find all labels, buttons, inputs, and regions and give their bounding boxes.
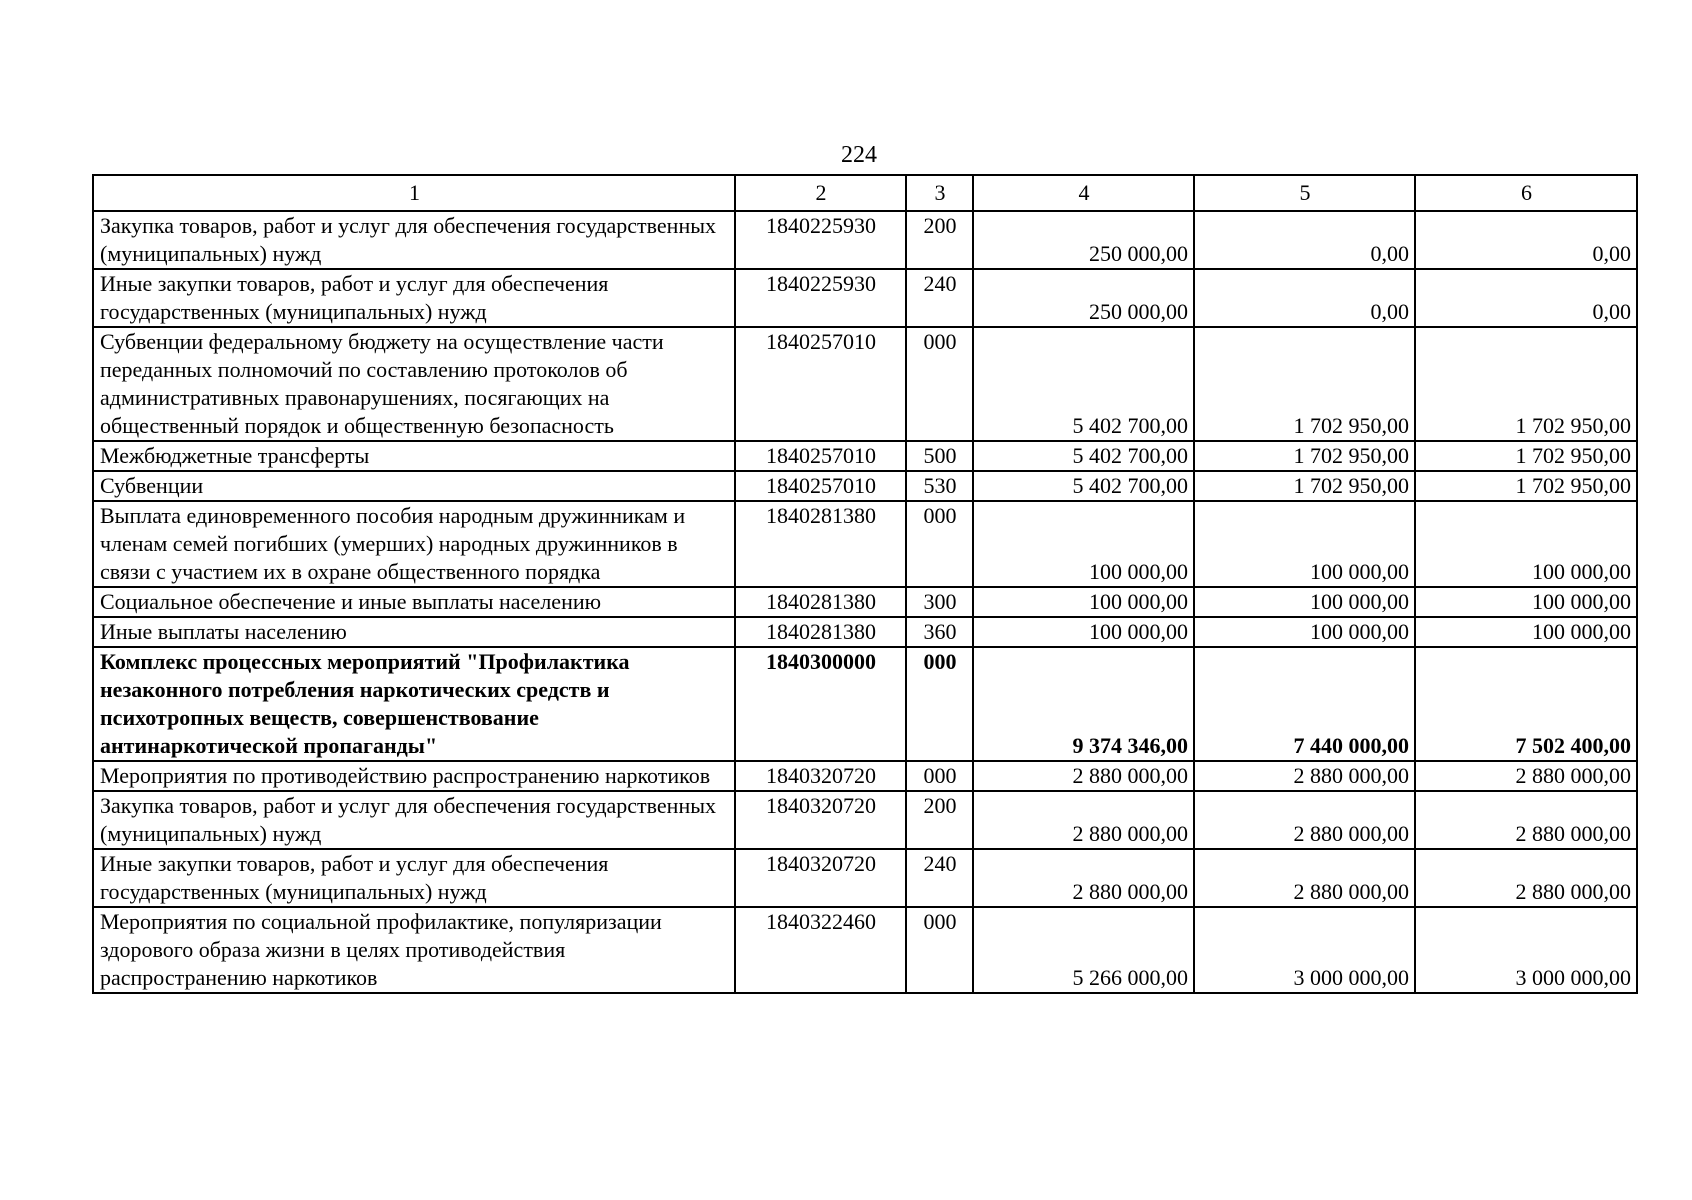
row-target-code: 1840320720 (735, 761, 906, 791)
row-amount-col4: 2 880 000,00 (973, 761, 1194, 791)
row-expense-type: 500 (906, 441, 973, 471)
row-amount-col4: 250 000,00 (973, 269, 1194, 327)
row-amount-col6: 100 000,00 (1415, 617, 1637, 647)
row-description: Субвенции федеральному бюджету на осуществление части переданных полномочий по составлению протоколов об административных правонарушениях, посягающих на общественный порядок и общественную безопасность (93, 327, 735, 441)
row-expense-type: 200 (906, 211, 973, 269)
budget-table (92, 174, 1638, 994)
row-amount-col4: 5 402 700,00 (973, 327, 1194, 441)
row-expense-type: 000 (906, 761, 973, 791)
row-expense-type: 200 (906, 791, 973, 849)
row-amount-col5: 100 000,00 (1194, 501, 1415, 587)
row-amount-col4: 250 000,00 (973, 211, 1194, 269)
row-amount-col6: 1 702 950,00 (1415, 471, 1637, 501)
row-amount-col4: 2 880 000,00 (973, 849, 1194, 907)
table-row (93, 791, 1637, 849)
row-expense-type: 000 (906, 327, 973, 441)
row-amount-col6: 3 000 000,00 (1415, 907, 1637, 993)
table-row (93, 211, 1637, 269)
row-target-code: 1840257010 (735, 327, 906, 441)
row-amount-col6: 7 502 400,00 (1415, 647, 1637, 761)
row-description: Выплата единовременного пособия народным дружинникам и членам семей погибших (умерших) народных дружинников в связи с участием их в охране общественного порядка (93, 501, 735, 587)
table-row (93, 617, 1637, 647)
row-target-code: 1840322460 (735, 907, 906, 993)
row-amount-col6: 100 000,00 (1415, 501, 1637, 587)
row-description: Закупка товаров, работ и услуг для обеспечения государственных (муниципальных) нужд (93, 211, 735, 269)
column-header: 6 (1415, 175, 1637, 211)
table-row (93, 907, 1637, 993)
row-amount-col4: 100 000,00 (973, 587, 1194, 617)
row-description: Мероприятия по социальной профилактике, популяризации здорового образа жизни в целях противодействия распространению наркотиков (93, 907, 735, 993)
row-target-code: 1840281380 (735, 617, 906, 647)
row-amount-col6: 2 880 000,00 (1415, 791, 1637, 849)
page-number: 224 (841, 142, 877, 168)
row-target-code: 1840281380 (735, 501, 906, 587)
row-description: Иные выплаты населению (93, 617, 735, 647)
row-amount-col5: 0,00 (1194, 211, 1415, 269)
row-amount-col4: 100 000,00 (973, 617, 1194, 647)
row-description: Мероприятия по противодействию распространению наркотиков (93, 761, 735, 791)
row-expense-type: 000 (906, 907, 973, 993)
row-description: Межбюджетные трансферты (93, 441, 735, 471)
column-header: 2 (735, 175, 906, 211)
row-amount-col6: 2 880 000,00 (1415, 761, 1637, 791)
row-description: Социальное обеспечение и иные выплаты населению (93, 587, 735, 617)
column-header: 5 (1194, 175, 1415, 211)
row-target-code: 1840300000 (735, 647, 906, 761)
row-target-code: 1840320720 (735, 849, 906, 907)
row-target-code: 1840257010 (735, 441, 906, 471)
row-description: Иные закупки товаров, работ и услуг для обеспечения государственных (муниципальных) нужд (93, 269, 735, 327)
row-amount-col5: 7 440 000,00 (1194, 647, 1415, 761)
row-amount-col6: 1 702 950,00 (1415, 327, 1637, 441)
row-amount-col4: 5 266 000,00 (973, 907, 1194, 993)
row-amount-col4: 5 402 700,00 (973, 471, 1194, 501)
row-target-code: 1840225930 (735, 269, 906, 327)
row-amount-col4: 100 000,00 (973, 501, 1194, 587)
table-row (93, 647, 1637, 761)
row-amount-col5: 100 000,00 (1194, 617, 1415, 647)
row-amount-col5: 2 880 000,00 (1194, 761, 1415, 791)
column-header: 1 (93, 175, 735, 211)
table-row (93, 501, 1637, 587)
row-amount-col6: 0,00 (1415, 211, 1637, 269)
table-row (93, 587, 1637, 617)
table-row (93, 327, 1637, 441)
row-amount-col6: 1 702 950,00 (1415, 441, 1637, 471)
row-target-code: 1840257010 (735, 471, 906, 501)
row-expense-type: 360 (906, 617, 973, 647)
row-target-code: 1840320720 (735, 791, 906, 849)
row-expense-type: 000 (906, 501, 973, 587)
row-expense-type: 240 (906, 269, 973, 327)
row-amount-col4: 5 402 700,00 (973, 441, 1194, 471)
row-target-code: 1840281380 (735, 587, 906, 617)
row-amount-col4: 9 374 346,00 (973, 647, 1194, 761)
table-row (93, 761, 1637, 791)
column-header: 3 (906, 175, 973, 211)
row-description: Комплекс процессных мероприятий "Профилактика незаконного потребления наркотических средств и психотропных веществ, совершенствование антинаркотической пропаганды" (93, 647, 735, 761)
table-row (93, 441, 1637, 471)
row-amount-col5: 1 702 950,00 (1194, 327, 1415, 441)
row-amount-col6: 0,00 (1415, 269, 1637, 327)
row-expense-type: 000 (906, 647, 973, 761)
row-target-code: 1840225930 (735, 211, 906, 269)
row-amount-col5: 2 880 000,00 (1194, 849, 1415, 907)
row-expense-type: 240 (906, 849, 973, 907)
row-description: Закупка товаров, работ и услуг для обеспечения государственных (муниципальных) нужд (93, 791, 735, 849)
row-amount-col6: 2 880 000,00 (1415, 849, 1637, 907)
row-description: Иные закупки товаров, работ и услуг для обеспечения государственных (муниципальных) нужд (93, 849, 735, 907)
row-expense-type: 530 (906, 471, 973, 501)
row-amount-col6: 100 000,00 (1415, 587, 1637, 617)
row-amount-col5: 0,00 (1194, 269, 1415, 327)
row-amount-col5: 2 880 000,00 (1194, 791, 1415, 849)
row-expense-type: 300 (906, 587, 973, 617)
row-amount-col5: 3 000 000,00 (1194, 907, 1415, 993)
row-amount-col5: 1 702 950,00 (1194, 471, 1415, 501)
table-row (93, 471, 1637, 501)
row-amount-col5: 100 000,00 (1194, 587, 1415, 617)
row-amount-col5: 1 702 950,00 (1194, 441, 1415, 471)
table-row (93, 849, 1637, 907)
row-amount-col4: 2 880 000,00 (973, 791, 1194, 849)
column-header: 4 (973, 175, 1194, 211)
table-row (93, 269, 1637, 327)
row-description: Субвенции (93, 471, 735, 501)
table-header-row (93, 175, 1637, 211)
